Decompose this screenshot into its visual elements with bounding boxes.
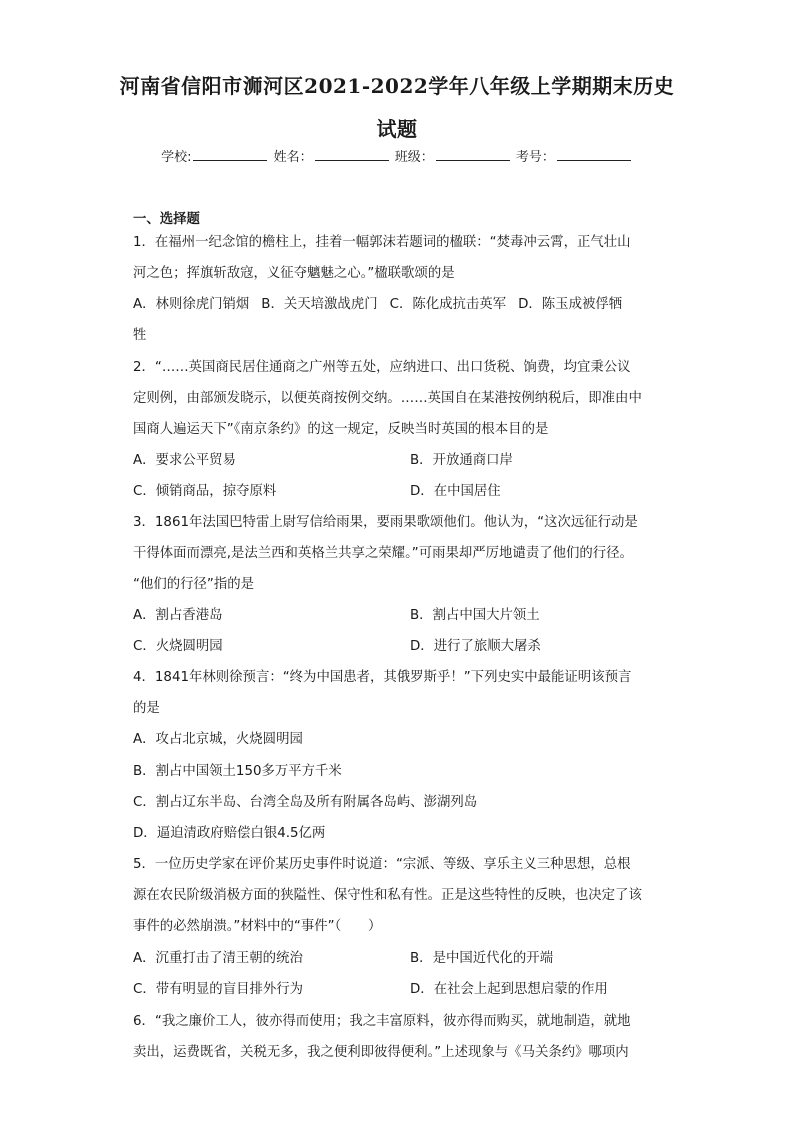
q3-option-b[interactable]: B．割占中国大片领土 [410, 608, 540, 623]
school-label: 学校: [161, 150, 192, 165]
q3-option-c[interactable]: C．火烧圆明园 [133, 639, 223, 654]
q4-option-c[interactable]: C．割占辽东半岛、台湾全岛及所有附属各岛屿、澎湖列岛 [133, 795, 478, 810]
q5-option-a[interactable]: A．沉重打击了清王朝的统治 [133, 951, 303, 966]
q6-line-1: 6．“我之廉价工人，彼亦得而使用；我之丰富原料，彼亦得而购买，就地制造，就地 [133, 1014, 631, 1029]
class-blank[interactable] [436, 148, 510, 161]
name-blank[interactable] [315, 148, 389, 161]
q5-line-2: 源在农民阶级消极方面的狭隘性、保守性和私有性。正是这些特性的反映，也决定了该 [133, 888, 642, 903]
section-title: 一、选择题 [133, 212, 200, 227]
q1-option-d[interactable]: D．陈玉成被俘牺 [518, 297, 623, 312]
student-info-row [0, 146, 794, 165]
q3-option-a[interactable]: A．割占香港岛 [133, 608, 223, 623]
q3-line-1: 3．1861年法国巴特雷上尉写信给雨果，要雨果歌颂他们。他认为，“这次远征行动是 [133, 515, 638, 530]
name-label: 姓名： [273, 150, 313, 165]
exam-title-line2: 试题 [376, 117, 418, 141]
q6-line-2: 卖出，运费既省，关税无多，我之便利即彼得便利。”上述现象与《马关条约》哪项内 [133, 1045, 629, 1060]
q4-option-a[interactable]: A．攻占北京城，火烧圆明园 [133, 732, 303, 747]
q1-line-1: 1．在福州一纪念馆的檐柱上，挂着一幅郭沫若题词的楹联：“焚毒冲云霄，正气壮山 [133, 235, 631, 250]
q5-option-c[interactable]: C．带有明显的盲目排外行为 [133, 982, 304, 997]
q2-line-2: 定则例，由部颁发晓示，以便英商按例交纳。……英国自在某港按例纳税后，即准由中 [133, 391, 642, 406]
q4-option-b[interactable]: B．割占中国领土150多万平方千米 [133, 764, 342, 779]
q3-line-3: “他们的行径”指的是 [133, 577, 254, 592]
number-label: 考号： [515, 150, 555, 165]
q1-options-row [133, 296, 622, 314]
q5-line-3: 事件的必然崩溃。”材料中的“事件”（ ） [133, 919, 382, 934]
q2-line-3: 国商人遍运天下”《南京条约》的这一规定，反映当时英国的根本目的是 [133, 422, 549, 437]
q1-line-2: 河之色；挥旗斩敌寇，义征夺魑魅之心。”楹联歌颂的是 [133, 266, 455, 281]
q1-option-b[interactable]: B．关天培激战虎门 [261, 297, 378, 312]
q5-option-b[interactable]: B．是中国近代化的开端 [410, 951, 554, 966]
exam-title-line1: 河南省信阳市浉河区2021-2022学年八年级上学期期末历史 [119, 74, 675, 98]
q1-option-d-wrap: 牲 [133, 328, 147, 343]
q4-line-1: 4．1841年林则徐预言：“终为中国患者，其俄罗斯乎！”下列史实中最能证明该预言 [133, 670, 632, 685]
q2-option-d[interactable]: D．在中国居住 [410, 484, 501, 499]
number-blank[interactable] [557, 148, 631, 161]
class-label: 班级： [394, 150, 434, 165]
q1-option-c[interactable]: C．陈化成抗击英军 [389, 297, 507, 312]
q3-option-d[interactable]: D．进行了旅顺大屠杀 [410, 639, 541, 654]
q2-line-1: 2．“……英国商民居住通商之广州等五处，应纳进口、出口货税、饷费，均宜秉公议 [133, 360, 631, 375]
q3-line-2: 干得体面而漂亮,是法兰西和英格兰共享之荣耀。”可雨果却严厉地谴责了他们的行径。 [133, 546, 633, 561]
q5-line-1: 5．一位历史学家在评价某历史事件时说道：“宗派、等级、享乐主义三种思想，总根 [133, 857, 631, 872]
school-blank[interactable] [193, 148, 267, 161]
q5-option-d[interactable]: D．在社会上起到思想启蒙的作用 [410, 982, 608, 997]
q2-option-b[interactable]: B．开放通商口岸 [410, 453, 513, 468]
q4-option-d[interactable]: D．逼迫清政府赔偿白银4.5亿两 [133, 826, 326, 841]
q4-line-2: 的是 [133, 701, 160, 716]
q2-option-c[interactable]: C．倾销商品，掠夺原料 [133, 484, 277, 499]
q2-option-a[interactable]: A．要求公平贸易 [133, 453, 236, 468]
q1-option-a[interactable]: A．林则徐虎门销烟 [133, 297, 250, 312]
